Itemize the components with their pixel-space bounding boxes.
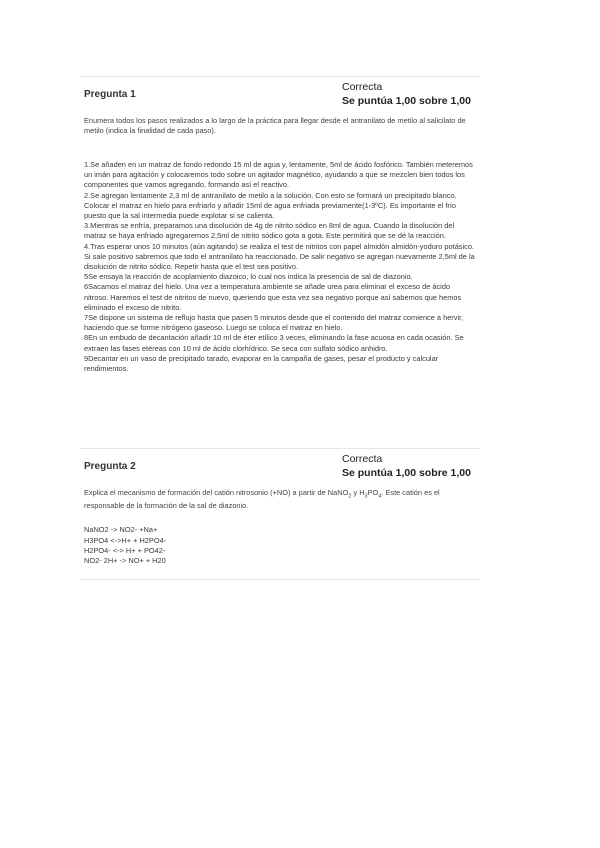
prompt-text: . Este catión es el responsable de la formación de la sal de diazonio. [84, 488, 440, 511]
question-grade: Se puntúa 1,00 sobre 1,00 [342, 467, 471, 479]
question-2 [80, 448, 480, 580]
answer-step-8: 8En un embudo de decantación añadir 10 ml de éter etílico 3 veces, eliminando la fase acuosa en cada ocasión. Se extraen las fases etéreas con 10 ml de ácido clorhídrico. Se seca con sulfato sódico anhidro. [84, 333, 464, 353]
equation-line: H2PO4- <-> H+ + PO42- [84, 545, 166, 555]
subscript: 3 [364, 493, 368, 500]
question-header [80, 449, 480, 479]
answer-step-1: 1.Se añaden en un matraz de fondo redondo 15 ml de agua y, lentamente, 5ml de ácido fosfórico. También meteremos un imán para agitación y colocaremos todo sobre un agitador magnético, ayudando a que se mezclen bien todos los componentes que vamos agregando, formando así el reactivo. [84, 160, 473, 190]
question-state: Correcta [342, 81, 383, 93]
answer-step-6: 6Sacamos el matraz del hielo. Una vez a temperatura ambiente se añade urea para eliminar el exceso de ácido nitroso. Haremos el test de nitritos de nuevo, queriendo que esta vez sea negativo porque así sabemos que hemos eliminado el exceso de nitrito. [84, 282, 462, 312]
prompt-text: y H [351, 488, 365, 497]
question-grade: Se puntúa 1,00 sobre 1,00 [342, 95, 471, 107]
answer-step-9: 9Decantar en un vaso de precipitado tarado, evaporar en la campaña de gases, pesar el producto y calcular rendimientos. [84, 353, 439, 374]
question-prompt: Enumera todos los pasos realizados a lo largo de la práctica para llegar desde el antranilato de metilo al salicilato de metilo (indica la finalidad de cada paso). [84, 116, 466, 135]
equation-line: NO2- 2H+ -> NO+ + H20 [84, 556, 166, 566]
question-prompt [84, 488, 470, 511]
question-number: Pregunta 2 [84, 461, 136, 472]
equation-line: NaNO2 -> NO2- +Na+ [84, 525, 158, 535]
subscript: 2 [348, 493, 352, 500]
question-status [342, 80, 471, 108]
answer-text [84, 525, 476, 566]
answer-text [84, 160, 476, 374]
question-number: Pregunta 1 [84, 89, 136, 100]
subscript: 4 [378, 493, 382, 500]
prompt-text: Explica el mecanismo de formación del catión nitrosonio (+NO) a partir de NaNO [84, 488, 349, 497]
prompt-text: PO [367, 488, 379, 497]
answer-step-4: 4.Tras esperar unos 10 minutos (aún agitando) se realiza el test de nitritos con papel almidón almidón-yoduro potásico. Si sale positivo sabremos que todo el antranilato ha reaccionado. De salir negativo se agregan nuevamente 2,5ml de la disolución de nitrito sódico. Repetir hasta que el test sea positivo. [84, 241, 475, 272]
answer-step-7: 7Se dispone un sistema de reflujo hasta que pasen 5 minutos desde que el contenido del matraz comience a hervir, haciendo que se forme nitrógeno gaseoso. Luego se coloca el matraz en hielo. [84, 313, 464, 333]
equation-line: H3PO4 <->H+ + H2PO4- [84, 535, 167, 545]
answer-step-3: 3.Mientras se enfría, preparamos una disolución de 4g de nitrito sódico en 8ml de agua. Cuando la disolución del matraz se haya enfriado agregaremos 2,5ml de nitrito sódico gota a gota. Este permitirá que se dé la reacción. [84, 221, 455, 241]
answer-step-5: 5Se ensaya la reacción de acoplamiento diazoico, lo cual nos indica la presencia de sal de diazonio. [84, 272, 413, 282]
question-state: Correcta [342, 453, 383, 465]
question-1 [80, 76, 480, 449]
question-header [80, 77, 480, 107]
answer-step-2: 2.Se agregan lentamente 2,3 ml de antranilato de metilo a la solución. Con esto se formará un precipitado blanco. Colocar el matraz en hielo para enfriarlo y añadir 15ml de agua enfriada previamente(1-3ºC). Es importante el frío puesto que la sal intermedia puede explotar si se calienta. [84, 190, 457, 221]
question-status [342, 452, 471, 480]
